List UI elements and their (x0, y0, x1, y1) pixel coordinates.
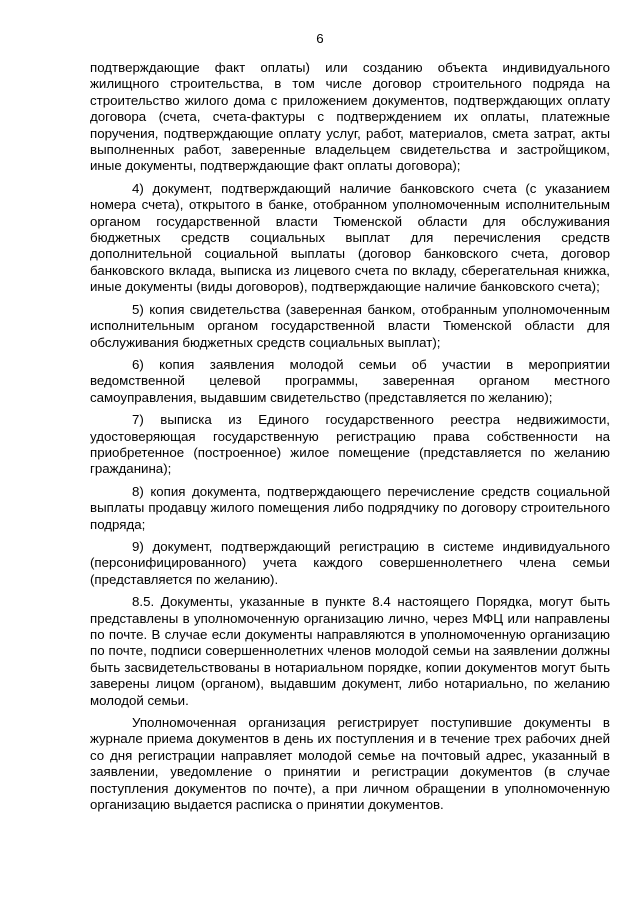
paragraph-item-6: 6) копия заявления молодой семьи об участии в мероприятии ведомственной целевой программы, заверенная органом местного самоуправления, выдавшим свидетельство (представляется по желанию); (90, 356, 610, 405)
paragraph-item-8: 8) копия документа, подтверждающего перечисление средств социальной выплаты продавцу жилого помещения либо подрядчику по договору строительного подряда; (90, 483, 610, 532)
paragraph-item-9: 9) документ, подтверждающий регистрацию в системе индивидуального (персонифицированного) учета каждого совершеннолетнего члена семьи (представляется по желанию). (90, 538, 610, 587)
page-number: 6 (316, 31, 324, 46)
paragraph-item-5: 5) копия свидетельства (заверенная банком, отобранным уполномоченным исполнительным органом государственной власти Тюменской области для обслуживания бюджетных средств социальных выплат); (90, 301, 610, 350)
paragraph-continuation: подтверждающие факт оплаты) или созданию объекта индивидуального жилищного строительства, в том числе договор строительного подряда на строительство жилого дома с приложением документов, подтверждающих оплату договора (счета, счета-фактуры с подтверждением их оплаты, платежные поручения, подтверждающие оплату услуг, работ, материалов, смета затрат, акты выполненных работ, заверенные владельцем свидетельства и застройщиком, иные документы, подтверждающие факт оплаты договора); (90, 60, 610, 174)
paragraph-registration: Уполномоченная организация регистрирует поступившие документы в журнале приема документов в день их поступления и в течение трех рабочих дней со дня регистрации направляет молодой семье на почтовый адрес, указанный в заявлении, уведомление о принятии и регистрации документов (в случае поступления документов по почте), а при личном обращении в уполномоченную организацию выдается расписка о принятии документов. (90, 715, 610, 813)
paragraph-item-7: 7) выписка из Единого государственного реестра недвижимости, удостоверяющая государственную регистрацию права собственности на приобретенное (построенное) жилое помещение (представляется по желанию гражданина); (90, 412, 610, 477)
document-body (90, 60, 610, 819)
paragraph-item-4: 4) документ, подтверждающий наличие банковского счета (с указанием номера счета), открытого в банке, отобранном уполномоченным исполнительным органом государственной власти Тюменской области для обслуживания бюджетных средств социальных выплат для перечисления средств дополнительной социальной выплаты (договор банковского счета, договор банковского вклада, выписка из лицевого счета по вкладу, сберегательная книжка, иные документы (виды договоров), подтверждающие наличие банковского счета); (90, 180, 610, 295)
paragraph-section-8-5: 8.5. Документы, указанные в пункте 8.4 настоящего Порядка, могут быть представлены в уполномоченную организацию лично, через МФЦ или направлены по почте. В случае если документы направляются в уполномоченную организацию по почте, подписи совершеннолетних членов молодой семьи на заявлении должны быть засвидетельствованы в нотариальном порядке, копии документов могут быть заверены лицом (органом), выдавшим документ, либо нотариально, по желанию молодой семьи. (90, 594, 610, 708)
